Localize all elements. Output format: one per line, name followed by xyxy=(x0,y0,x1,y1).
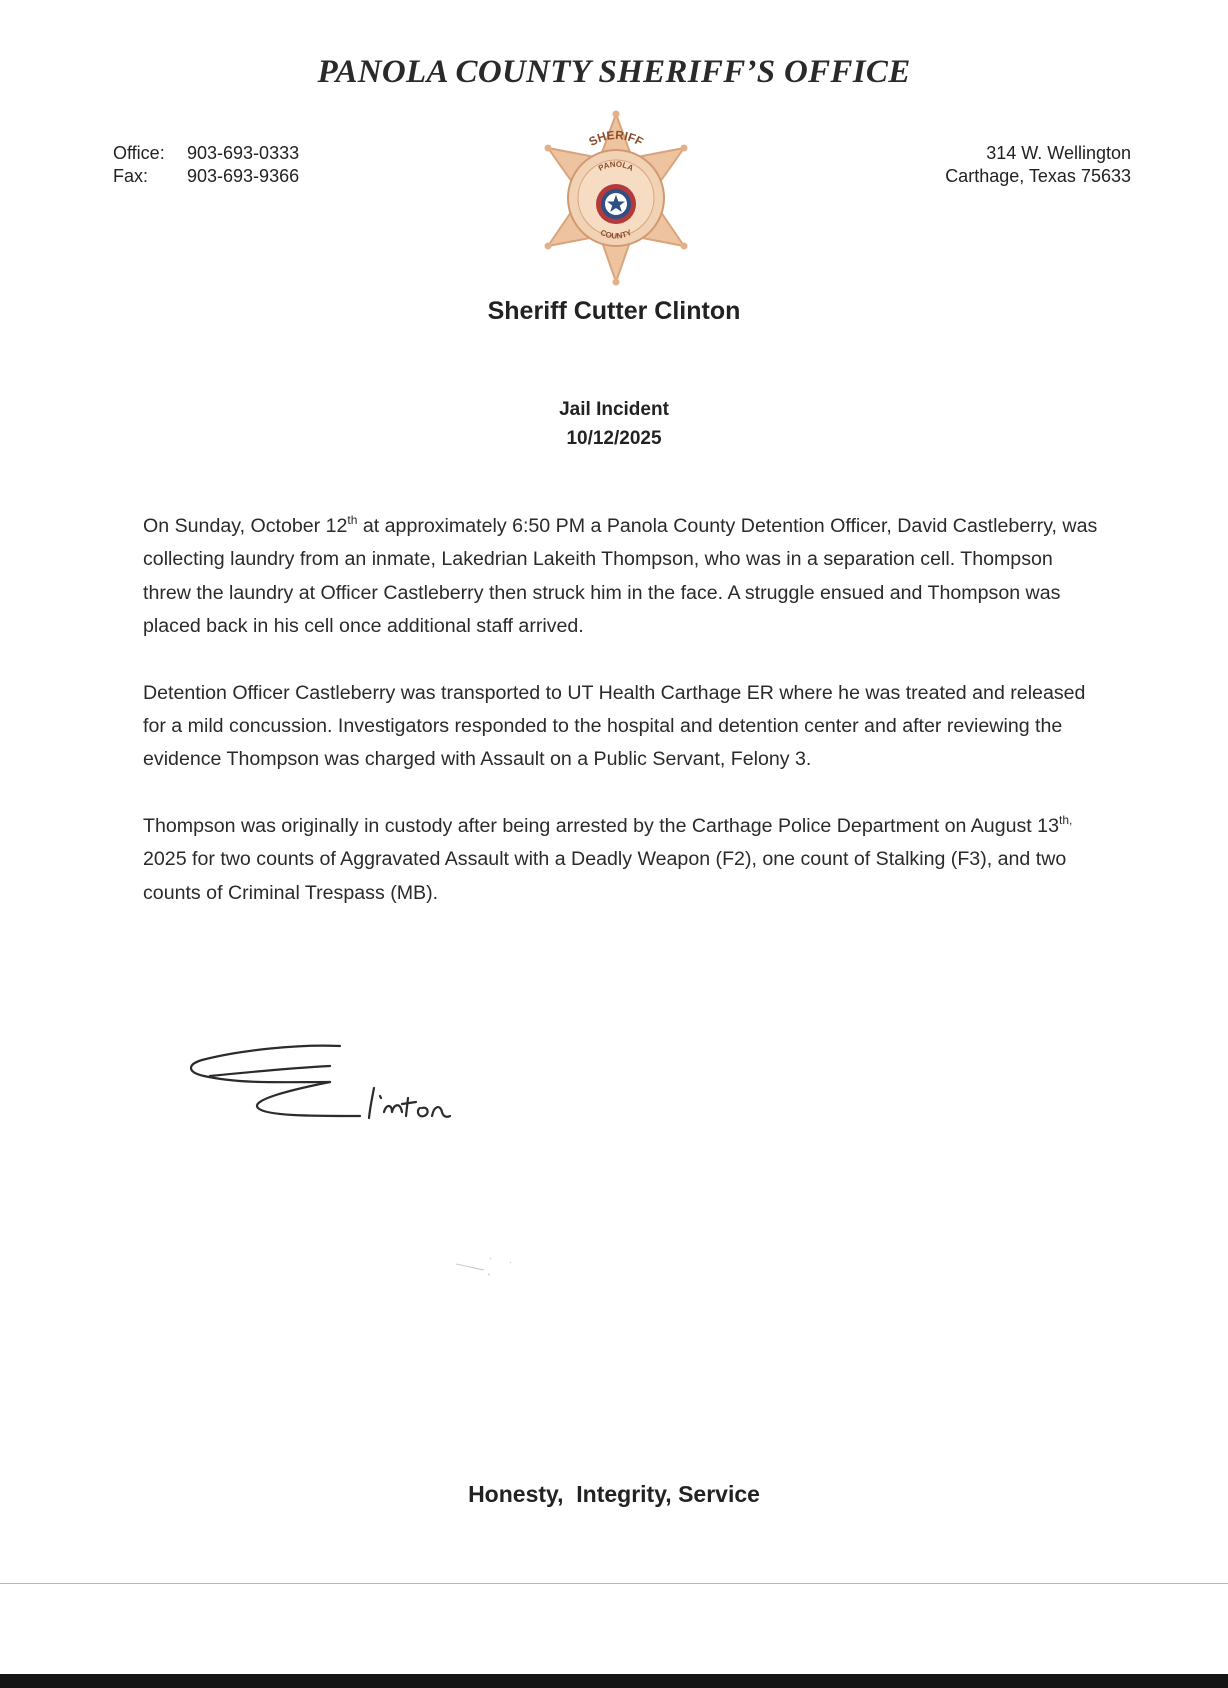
office-title: PANOLA COUNTY SHERIFF’S OFFICE xyxy=(317,54,911,90)
paragraph-incident-text-a: On Sunday, October 12 xyxy=(143,515,348,537)
office-phone-number: 903-693-0333 xyxy=(187,143,300,163)
fax-number: 903-693-9366 xyxy=(187,166,300,186)
release-title: Jail Incident xyxy=(559,399,669,420)
sheriff-star-badge-icon xyxy=(526,108,706,288)
paragraph-treatment: Detention Officer Castleberry was transported to UT Health Carthage ER where he was treated and released for a mild concussion. Investigators responded to the hospital and detention center and after reviewing the evidence Thompson was charged with Assault on a Public Servant, Felony 3. xyxy=(143,681,1086,771)
fax-label: Fax: xyxy=(113,166,149,186)
footer-motto: Honesty, Integrity, Service xyxy=(468,1481,760,1507)
footer-divider xyxy=(0,1583,1228,1584)
contact-phone-block xyxy=(113,142,299,188)
paragraph-custody-text-b: 2025 for two counts of Aggravated Assault with a Deadly Weapon (F2), one count of Stalking (F3), and two counts of Criminal Trespass (MB). xyxy=(143,848,1067,904)
paragraph-custody-text-a: Thompson was originally in custody after being arrested by the Carthage Police Department on August 13 xyxy=(143,814,1059,837)
sheriff-name: Sheriff Cutter Clinton xyxy=(487,297,741,325)
paragraph-incident xyxy=(143,510,1103,644)
badge-top-text: SHERIFF xyxy=(586,127,646,149)
release-heading xyxy=(0,395,1228,453)
office-phone-label: Office: xyxy=(113,143,165,163)
handwritten-signature-icon xyxy=(180,1032,480,1142)
ordinal-suffix: th xyxy=(347,513,358,527)
scan-speck-mark xyxy=(450,1248,530,1278)
paragraph-incident-text-b: at approximately 6:50 PM a Panola County Detention Officer, David Castleberry, was collecting laundry from an inmate, Lakedrian Lakeith Thompson, who was in a separation cell. Thompson threw the laundry at Officer Castleberry then struck him in the face. A struggle ensued and Thompson was placed back in his cell once additional staff arrived. xyxy=(143,515,1098,638)
release-body xyxy=(143,510,1103,943)
paragraph-custody xyxy=(143,810,1103,910)
ordinal-suffix: th, xyxy=(1058,812,1073,827)
address-block xyxy=(945,142,1131,188)
badge-bottom-text: COUNTY xyxy=(598,227,634,241)
address-city: Carthage, Texas 75633 xyxy=(945,166,1131,186)
release-date: 10/12/2025 xyxy=(566,428,662,449)
address-street: 314 W. Wellington xyxy=(986,143,1131,163)
scan-bottom-edge xyxy=(0,1674,1228,1688)
badge-middle-text: PANOLA xyxy=(596,159,635,173)
